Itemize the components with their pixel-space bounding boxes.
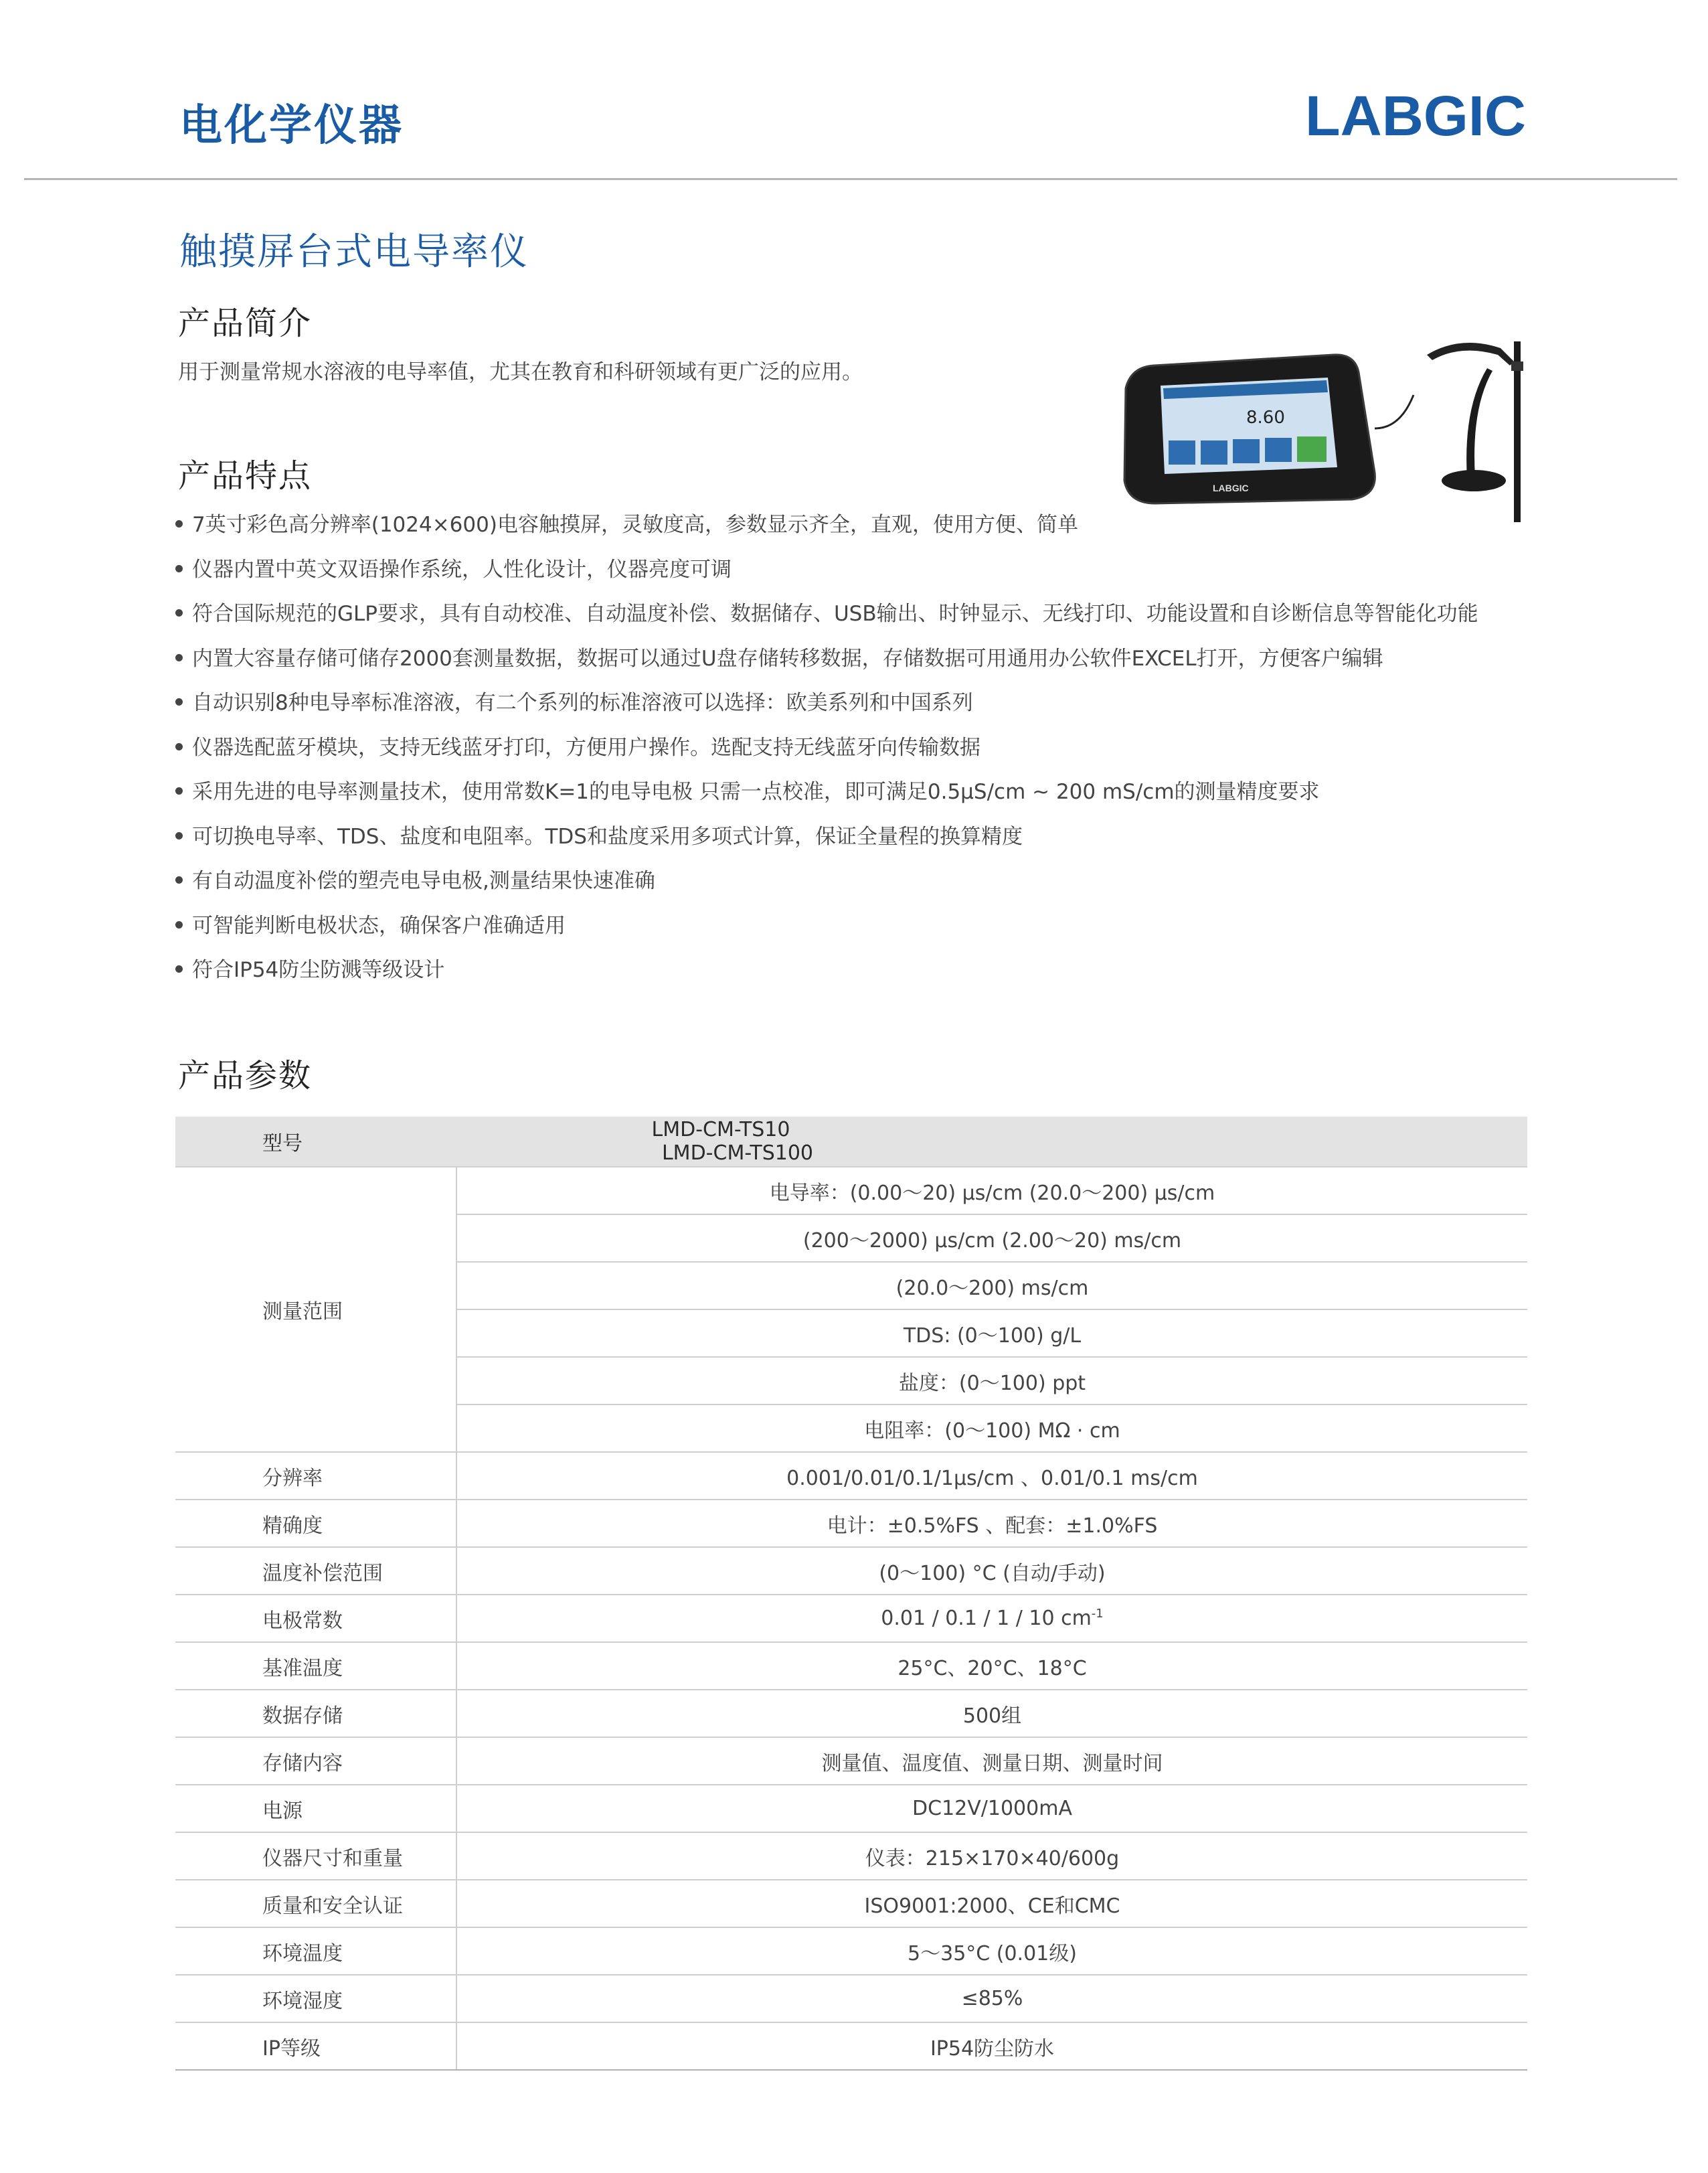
table-row [175, 1595, 1527, 1642]
feature-item: 内置大容量存储可储存2000套测量数据，数据可以通过U盘存储转移数据，存储数据可用通用办公软件EXCEL打开，方便客户编辑 [175, 644, 1478, 689]
table-row [175, 1547, 1527, 1595]
feature-item: 可切换电导率、TDS、盐度和电阻率。TDS和盐度采用多项式计算，保证全量程的换算精度 [175, 822, 1478, 867]
row-value: 25°C、20°C、18°C [456, 1642, 1527, 1690]
table-row [175, 1167, 1527, 1214]
row-value: 电计：±0.5%FS 、配套：±1.0%FS [456, 1500, 1527, 1547]
product-title: 触摸屏台式电导率仪 [179, 230, 529, 274]
feature-item: 符合IP54防尘防溅等级设计 [175, 955, 1478, 1000]
row-value: 0.001/0.01/0.1/1μs/cm 、0.01/0.1 ms/cm [456, 1452, 1527, 1500]
table-row [175, 1690, 1527, 1737]
row-value: DC12V/1000mA [456, 1785, 1527, 1832]
row-value: 0.01 / 0.1 / 1 / 10 cm [881, 1607, 1092, 1630]
row-label: 温度补偿范围 [175, 1547, 456, 1595]
row-label: 仪器尺寸和重量 [175, 1832, 456, 1880]
row-label: IP等级 [175, 2022, 456, 2070]
row-label: 基准温度 [175, 1642, 456, 1690]
device-brand: LABGIC [1213, 483, 1249, 493]
bullet-icon [175, 609, 183, 617]
bullet-icon [175, 965, 183, 973]
row-label: 存储内容 [175, 1737, 456, 1785]
screen-reading: 8.60 [1246, 408, 1285, 428]
bullet-icon [175, 698, 183, 706]
feature-item: 仪器选配蓝牙模块，支持无线蓝牙打印，方便用户操作。选配支持无线蓝牙向传输数据 [175, 733, 1478, 778]
table-row [175, 1500, 1527, 1547]
row-value: (0～100) °C (自动/手动) [456, 1547, 1527, 1595]
row-label: 分辨率 [175, 1452, 456, 1500]
feature-item: 自动识别8种电导率标准溶液，有二个系列的标准溶液可以选择：欧美系列和中国系列 [175, 688, 1478, 733]
table-row [175, 1927, 1527, 1975]
row-label: 环境温度 [175, 1927, 456, 1975]
bullet-icon [175, 654, 183, 661]
range-value: (200～2000) μs/cm (2.00～20) ms/cm [456, 1214, 1527, 1262]
spec-table-header [175, 1117, 1527, 1167]
table-row [175, 1737, 1527, 1785]
row-value: 测量值、温度值、测量日期、测量时间 [456, 1737, 1527, 1785]
table-row [175, 1785, 1527, 1832]
range-value: 电阻率：(0～100) MΩ · cm [456, 1404, 1527, 1452]
row-label: 质量和安全认证 [175, 1880, 456, 1927]
bullet-icon [175, 520, 183, 528]
row-value: ISO9001:2000、CE和CMC [456, 1880, 1527, 1927]
bullet-icon [175, 876, 183, 884]
model-label: 型号 [175, 1117, 456, 1167]
row-value: 500组 [456, 1690, 1527, 1737]
table-row [175, 2022, 1527, 2070]
intro-heading: 产品简介 [178, 305, 313, 342]
bullet-icon [175, 743, 183, 750]
row-label: 测量范围 [175, 1167, 456, 1452]
row-label: 环境湿度 [175, 1975, 456, 2022]
product-photo [1112, 328, 1567, 529]
range-value: (20.0～200) ms/cm [456, 1262, 1527, 1309]
row-value: 5～35°C (0.01级) [456, 1927, 1527, 1975]
bullet-icon [175, 787, 183, 795]
features-list [175, 510, 1478, 1000]
range-value: 电导率：(0.00～20) μs/cm (20.0～200) μs/cm [456, 1167, 1527, 1214]
bullet-icon [175, 921, 183, 929]
brand-logo [1305, 90, 1526, 143]
table-row [175, 1642, 1527, 1690]
range-value: 盐度：(0～100) ppt [456, 1357, 1527, 1404]
feature-item: 采用先进的电导率测量技术，使用常数K=1的电导电极 只需一点校准，即可满足0.5μS/cm ~ 200 mS/cm的测量精度要求 [175, 777, 1478, 822]
brand-logo-text: LABGIC [1305, 90, 1526, 143]
row-value: ≤85% [456, 1975, 1527, 2022]
row-label: 数据存储 [175, 1690, 456, 1737]
bullet-icon [175, 565, 183, 572]
spec-table [175, 1117, 1527, 2071]
header-divider [24, 178, 1677, 180]
feature-item: 可智能判断电极状态，确保客户准确适用 [175, 911, 1478, 956]
intro-text: 用于测量常规水溶液的电导率值，尤其在教育和科研领域有更广泛的应用。 [178, 360, 863, 384]
feature-item: 有自动温度补偿的塑壳电导电极,测量结果快速准确 [175, 866, 1478, 911]
feature-item: 7英寸彩色高分辨率(1024×600)电容触摸屏，灵敏度高，参数显示齐全，直观，使用方便、简单 [175, 510, 1478, 555]
row-label: 电源 [175, 1785, 456, 1832]
range-value: TDS: (0～100) g/L [456, 1309, 1527, 1357]
bullet-icon [175, 832, 183, 839]
features-heading: 产品特点 [178, 457, 313, 495]
table-row [175, 1880, 1527, 1927]
row-value: IP54防尘防水 [456, 2022, 1527, 2070]
table-row [175, 1975, 1527, 2022]
table-row [175, 1832, 1527, 1880]
table-row [175, 1452, 1527, 1500]
row-value-cell [456, 1595, 1527, 1642]
row-value: 仪表：215×170×40/600g [456, 1832, 1527, 1880]
feature-item: 仪器内置中英文双语操作系统，人性化设计，仪器亮度可调 [175, 555, 1478, 600]
row-label: 电极常数 [175, 1595, 456, 1642]
category-title: 电化学仪器 [179, 101, 404, 151]
row-label: 精确度 [175, 1500, 456, 1547]
feature-item: 符合国际规范的GLP要求，具有自动校准、自动温度补偿、数据储存、USB输出、时钟显示、无线打印、功能设置和自诊断信息等智能化功能 [175, 599, 1478, 644]
model-2: LMD-CM-TS100 [661, 1141, 814, 1165]
model-1: LMD-CM-TS10 [651, 1118, 790, 1141]
model-columns [456, 1117, 1527, 1167]
unit-superscript: -1 [1091, 1607, 1104, 1621]
params-heading: 产品参数 [178, 1057, 313, 1095]
